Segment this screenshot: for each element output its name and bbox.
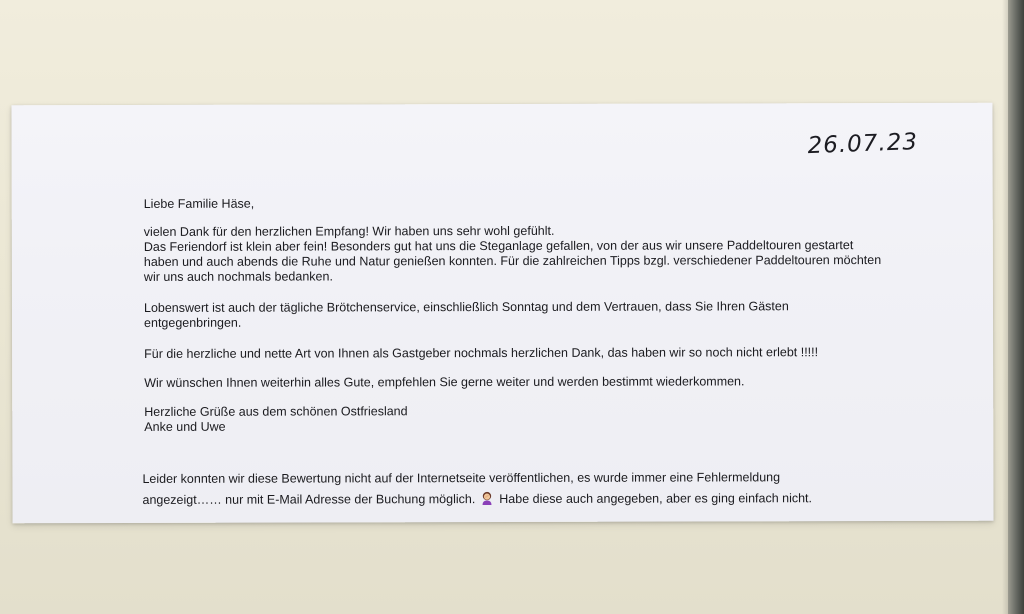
paragraph-thanks [144, 223, 884, 285]
letter-body [144, 195, 885, 435]
handwritten-date: 26.07.23 [807, 128, 919, 160]
note-line2 [142, 488, 902, 511]
paragraph-thanks-line2: Das Feriendorf ist klein aber fein! Besonders gut hat uns die Steganlage gefallen, von der aus wir unsere Paddeltouren gestartet haben und auch abends die Ruhe und Natur genießen konnten. Für die zahlreichen Tipps bzgl. verschiedener Paddeltouren möchten wir uns auch nochmals bedanken. [143, 238, 882, 284]
signature: Anke und Uwe [144, 419, 226, 434]
error-note [142, 467, 902, 511]
salutation: Liebe Familie Häse, [143, 196, 255, 211]
paragraph-hosts: Für die herzliche und nette Art von Ihnen als Gastgeber nochmals herzlichen Dank, das haben wir so noch nicht erlebt !!!!! [144, 345, 819, 361]
note-line2-after: Habe diese auch angegeben, aber es ging einfach nicht. [499, 491, 813, 507]
paragraph-service: Lobenswert ist auch der tägliche Brötchenservice, einschließlich Sonntag und dem Vertrauen, dass Sie Ihren Gästen entgegenbringen. [143, 299, 789, 330]
letter-paper [11, 103, 993, 524]
paragraph-wishes: Wir wünschen Ihnen weiterhin alles Gute, empfehlen Sie gerne weiter und werden bestimmt wiederkommen. [144, 374, 745, 390]
closing-greeting: Herzliche Grüße aus dem schönen Ostfriesland [144, 404, 408, 419]
note-line1: Leider konnten wir diese Bewertung nicht auf der Internetseite veröffentlichen, es wurde immer eine Fehlermeldung [142, 470, 781, 486]
note-line2-before: angezeigt…… nur mit E-Mail Adresse der Buchung möglich. [142, 492, 476, 507]
paragraph-thanks-line1: vielen Dank für den herzlichen Empfang! Wir haben uns sehr wohl gefühlt. [143, 223, 555, 239]
facepalm-emoji-icon [481, 491, 494, 505]
book-edge [1008, 0, 1024, 614]
